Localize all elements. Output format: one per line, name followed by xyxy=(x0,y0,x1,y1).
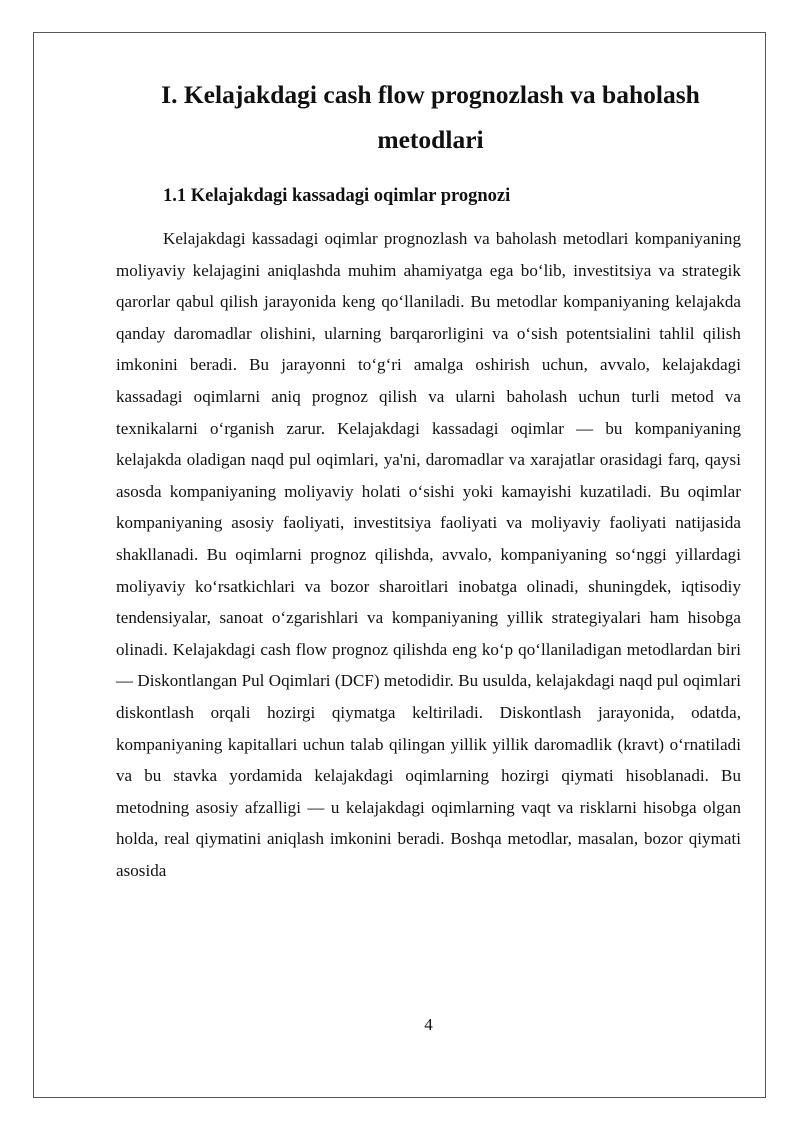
page-number: 4 xyxy=(424,1015,433,1034)
chapter-title: I. Kelajakdagi cash flow prognozlash va baholash metodlari xyxy=(161,80,700,154)
page-content xyxy=(116,72,741,886)
body-paragraph: Kelajakdagi kassadagi oqimlar prognozlash va baholash metodlari kompaniyaning moliyaviy kelajagini aniqlashda muhim ahamiyatga ega bo‘lib, investitsiya va strategik qarorlar qabul qilish jarayonida keng qo‘llaniladi. Bu metodlar kompaniyaning kelajakda qanday daromadlar olishini, ularning barqarorligini va o‘sish potentsialini tahlil qilish imkonini beradi. Bu jarayonni to‘g‘ri amalga oshirish uchun, avvalo, kelajakdagi kassadagi oqimlarni aniq prognoz qilish va ularni baholash uchun turli metod va texnikalarni o‘rganish zarur. Kelajakdagi kassadagi oqimlar — bu kompaniyaning kelajakda oladigan naqd pul oqimlari, ya'ni, daromadlar va xarajatlar orasidagi farq, qaysi asosda kompaniyaning moliyaviy holati o‘sishi yoki kamayishi kuzatiladi. Bu oqimlar kompaniyaning asosiy faoliyati, investitsiya faoliyati va moliyaviy faoliyati natijasida shakllanadi. Bu oqimlarni prognoz qilishda, avvalo, kompaniyaning so‘nggi yillardagi moliyaviy ko‘rsatkichlari va bozor sharoitlari inobatga olinadi, shuningdek, iqtisodiy tendensiyalar, sanoat o‘zgarishlari va kompaniyaning yillik strategiyalari ham hisobga olinadi. Kelajakdagi cash flow prognoz qilishda eng ko‘p qo‘llaniladigan metodlardan biri — Diskontlangan Pul Oqimlari (DCF) metodidir. Bu usulda, kelajakdagi naqd pul oqimlari diskontlash orqali hozirgi qiymatga keltiriladi. Diskontlash jarayonida, odatda, kompaniyaning kapitallari uchun talab qilingan yillik yillik daromadlik (kravt) o‘rnatiladi va bu stavka yordamida kelajakdagi oqimlarning hozirgi qiymati hisoblanadi. Bu metodning asosiy afzalligi — u kelajakdagi oqimlarning vaqt va risklarni hisobga olgan holda, real qiymatini aniqlash imkonini beradi. Boshqa metodlar, masalan, bozor qiymati asosida xyxy=(116,229,741,880)
section-title: 1.1 Kelajakdagi kassadagi oqimlar prognozi xyxy=(163,186,511,206)
